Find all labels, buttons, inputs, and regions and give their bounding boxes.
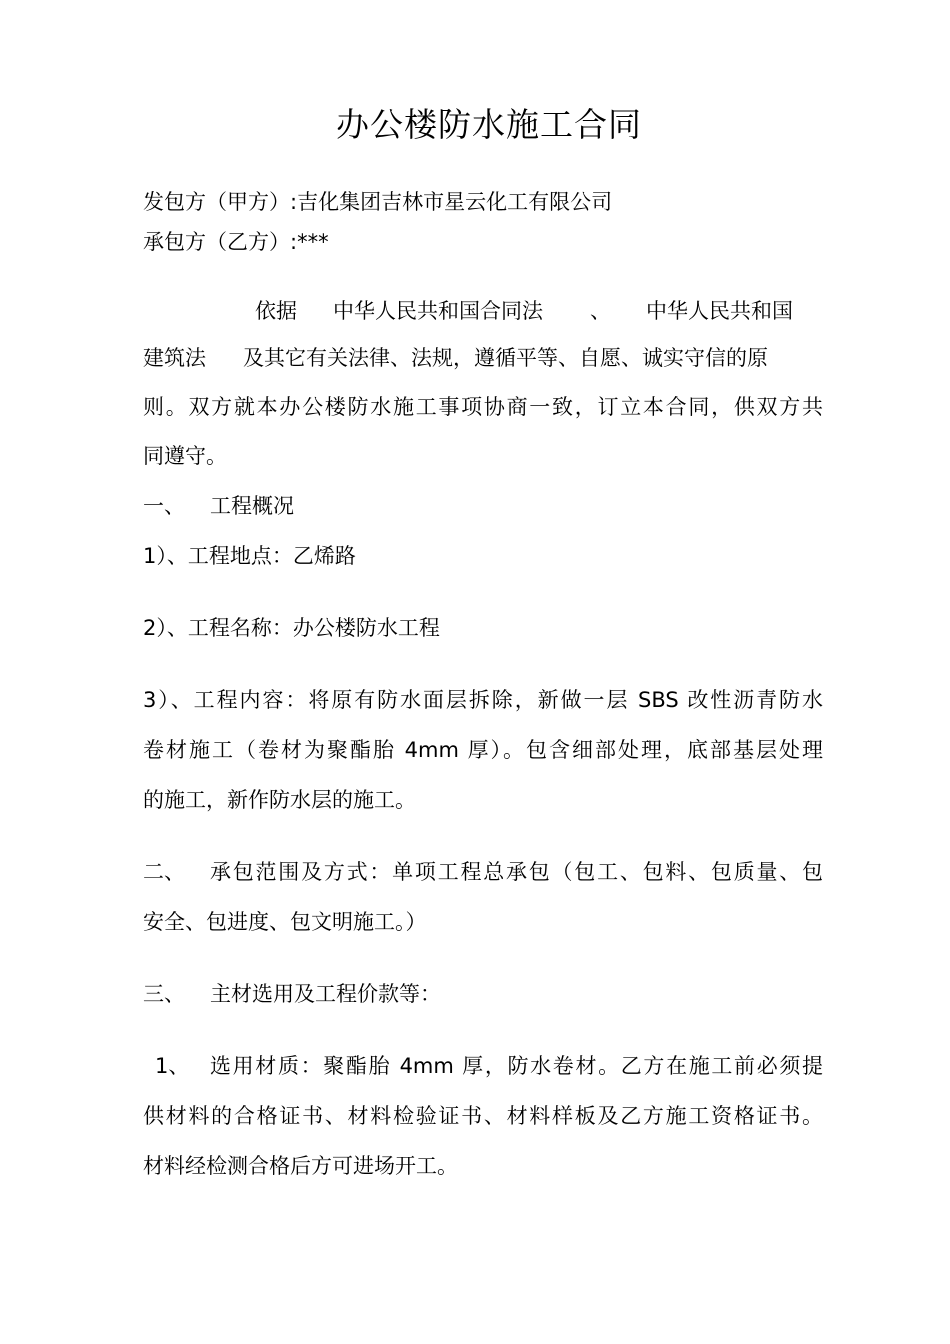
- section-1-item-2: 2）、工程名称：办公楼防水工程: [143, 616, 440, 640]
- preamble-line-2-rest: 及其它有关法律、法规，遵循平等、自愿、诚实守信的原: [243, 346, 768, 370]
- section-1-number: 一、: [143, 494, 185, 518]
- preamble-separator: 、: [590, 299, 611, 323]
- preamble-contract-law: 中华人民共和国合同法: [333, 299, 543, 323]
- preamble-prc: 中华人民共和国: [646, 299, 793, 323]
- section-3-heading: [143, 979, 823, 1009]
- document-title: 办公楼防水施工合同: [336, 105, 642, 144]
- section-2-line-1: [143, 857, 823, 887]
- party-a-name: 吉化集团吉林市星云化工有限公司: [297, 190, 613, 214]
- section-1-item-3-line-2: 卷材施工（卷材为聚酯胎 4mm 厚）。包含细部处理，底部基层处理: [143, 738, 823, 762]
- section-2-number: 二、: [143, 860, 185, 884]
- section-1-heading: [143, 491, 823, 521]
- preamble-line-3: 则。双方就本办公楼防水施工事项协商一致，订立本合同，供双方共: [143, 395, 823, 419]
- section-1-item-3-line-1: 3）、工程内容：将原有防水面层拆除，新做一层 SBS 改性沥青防水: [143, 688, 823, 712]
- section-1-title: 工程概况: [210, 494, 294, 518]
- party-a-label: 发包方（甲方）:: [143, 190, 298, 214]
- party-b-label: 承包方（乙方）:: [143, 230, 298, 254]
- party-a-line: [143, 187, 823, 217]
- section-2-line-2: 安全、包进度、包文明施工。）: [143, 910, 427, 934]
- section-3-item-1-line-2: 供材料的合格证书、材料检验证书、材料样板及乙方施工资格证书。: [143, 1104, 823, 1128]
- section-1-item-3-line-3: 的施工，新作防水层的施工。: [143, 788, 416, 812]
- party-b-name: ***: [297, 230, 329, 254]
- section-3-item-1-text-1: 选用材质：聚酯胎 4mm 厚，防水卷材。乙方在施工前必须提: [210, 1054, 823, 1078]
- section-3-item-1-number: 1、: [155, 1054, 190, 1078]
- section-3-title: 主材选用及工程价款等：: [210, 982, 441, 1006]
- section-3-number: 三、: [143, 982, 185, 1006]
- section-2-text-1: 承包范围及方式：单项工程总承包（包工、包料、包质量、包: [210, 860, 823, 884]
- party-b-line: [143, 227, 823, 257]
- section-1-item-1: 1）、工程地点：乙烯路: [143, 544, 356, 568]
- section-3-item-1-line-3: 材料经检测合格后方可进场开工。: [143, 1154, 458, 1178]
- preamble-construction-law: 建筑法: [143, 346, 206, 370]
- preamble-line-4: 同遵守。: [143, 444, 227, 468]
- preamble-word-basis: 依据: [255, 299, 297, 323]
